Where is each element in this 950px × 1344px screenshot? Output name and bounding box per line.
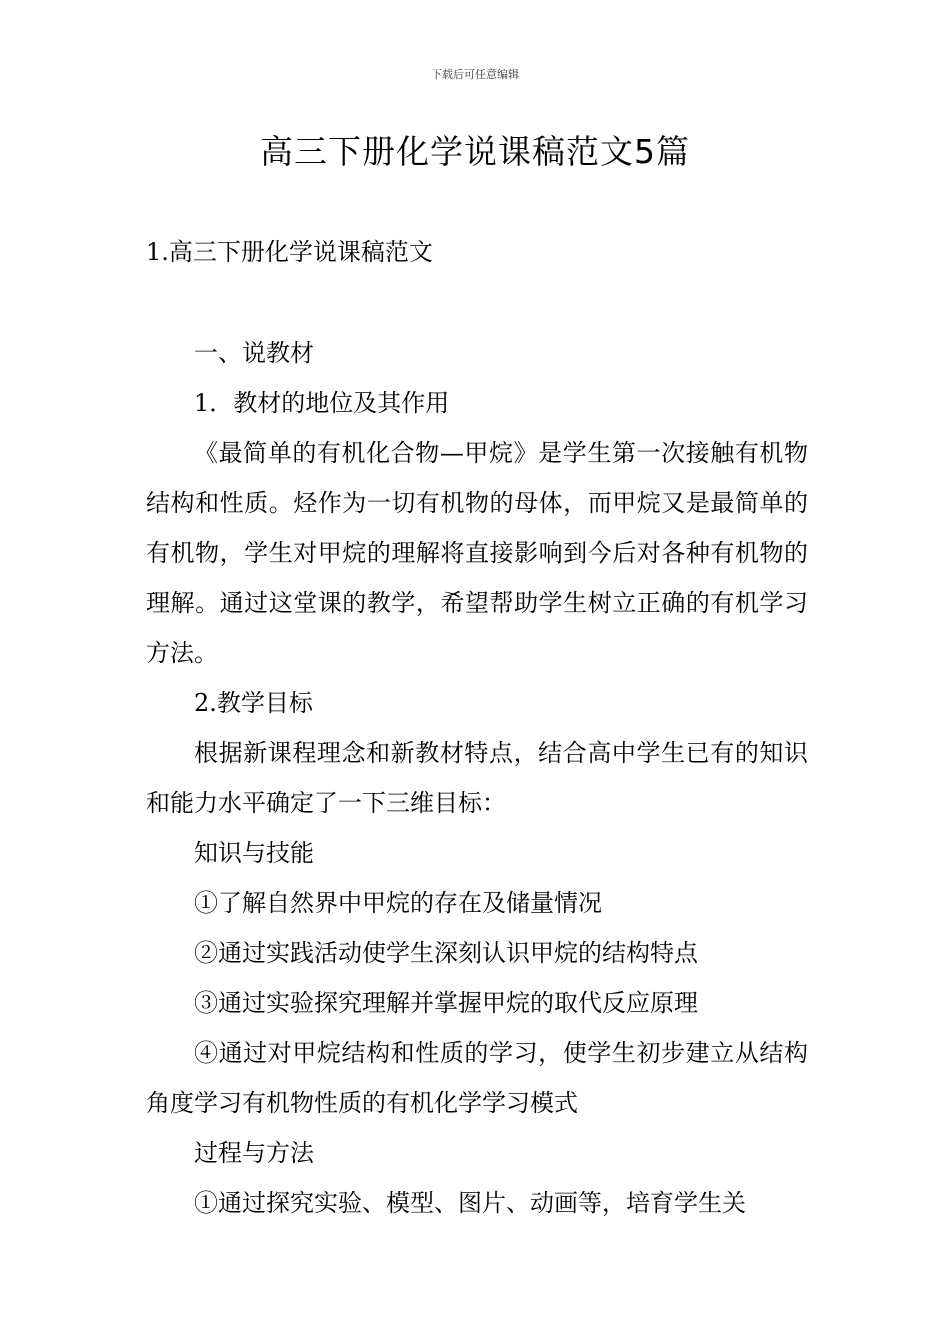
header-note: 下载后可任意编辑 [431,68,519,81]
list-item-knowledge-1: ①了解自然界中甲烷的存在及储量情况 [194,889,602,917]
paragraph-goals-intro: 根据新课程理念和新教材特点，结合高中学生已有的知识和能力水平确定了一下三维目标： [146,739,808,817]
list-item-knowledge-2: ②通过实践活动使学生深刻认识甲烷的结构特点 [194,939,698,967]
subheading-teaching-material: 一、说教材 [194,339,314,367]
subheading-position-role: 1．教材的地位及其作用 [194,389,450,417]
subheading-teaching-goals: 2.教学目标 [194,689,313,717]
list-item-process-1: ①通过探究实验、模型、图片、动画等，培育学生关 [194,1189,746,1217]
list-item-knowledge-4: ④通过对甲烷结构和性质的学习，使学生初步建立从结构角度学习有机物性质的有机化学学习模式 [146,1039,808,1117]
subheading-knowledge-skills: 知识与技能 [194,839,314,867]
document-title: 高三下册化学说课稿范文5篇 [260,132,690,171]
paragraph-methane-intro: 《最简单的有机化合物—甲烷》是学生第一次接触有机物结构和性质。烃作为一切有机物的母体，而甲烷又是最简单的有机物，学生对甲烷的理解将直接影响到今后对各种有机物的理解。通过这堂课的教学，希望帮助学生树立正确的有机学习方法。 [146,439,808,667]
section-heading: 1.高三下册化学说课稿范文 [146,238,433,266]
list-item-knowledge-3: ③通过实验探究理解并掌握甲烷的取代反应原理 [194,989,698,1017]
document-body [146,328,808,1228]
subheading-process-methods: 过程与方法 [194,1139,314,1167]
